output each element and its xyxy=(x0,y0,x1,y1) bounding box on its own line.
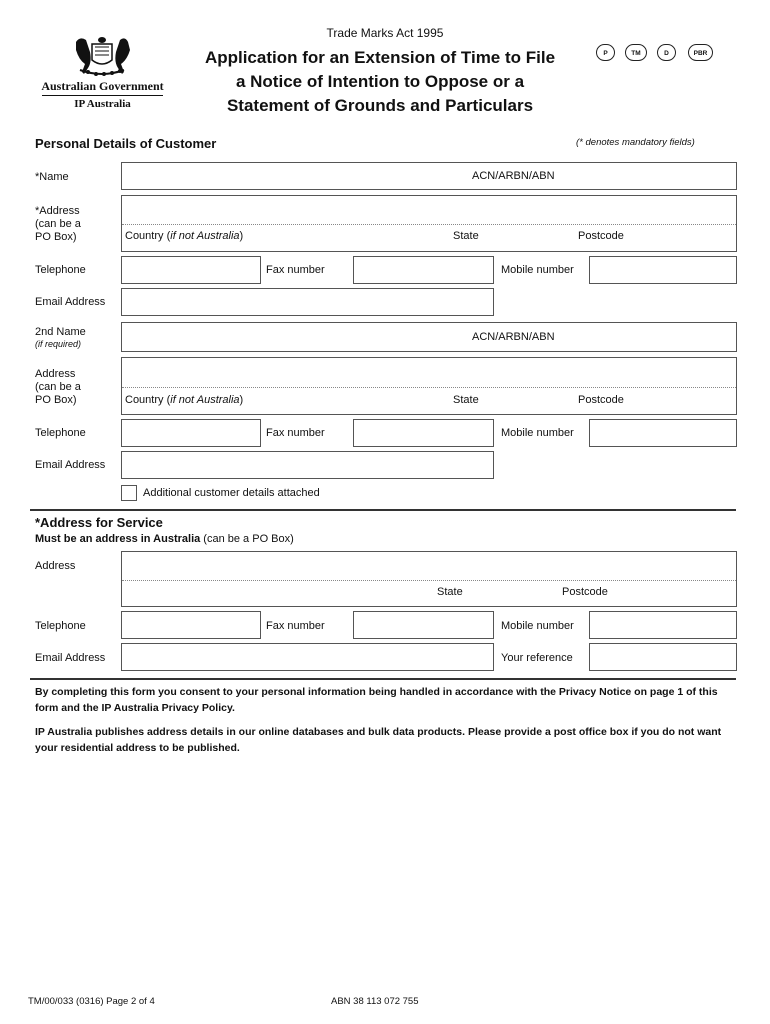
service-subtitle: Must be an address in Australia (can be a PO Box) xyxy=(35,533,294,545)
service-address-separator xyxy=(122,580,736,581)
telephone2-field[interactable] xyxy=(121,419,261,447)
logo-line1: Australian Government xyxy=(41,79,164,93)
service-fax-field[interactable] xyxy=(353,611,494,639)
title-line-2: a Notice of Intention to Oppose or a xyxy=(235,72,525,91)
email2-field[interactable] xyxy=(121,451,494,479)
fax2-field[interactable] xyxy=(353,419,494,447)
additional-details-checkbox[interactable] xyxy=(121,485,137,501)
publish-note: IP Australia publishes address details in our online databases and bulk data products. Please provide a post office box if you do not want your residential address to be published. xyxy=(35,726,722,754)
address-separator xyxy=(122,224,736,225)
coat-of-arms-icon xyxy=(40,32,165,78)
name-label: *Name xyxy=(35,171,69,183)
badge-d: D xyxy=(657,44,676,61)
service-fax-label: Fax number xyxy=(266,620,325,632)
country-label: Country (if not Australia) xyxy=(125,230,244,242)
service-email-label: Email Address xyxy=(35,652,106,664)
title-line-3: Statement of Grounds and Particulars xyxy=(226,96,534,115)
service-reference-label: Your reference xyxy=(501,652,573,664)
service-mobile-label: Mobile number xyxy=(501,620,574,632)
address2-label: Address (can be a PO Box) xyxy=(35,368,81,406)
postcode2-label: Postcode xyxy=(578,394,624,406)
telephone2-label: Telephone xyxy=(35,427,86,439)
form-code: TM/00/033 (0316) Page 2 of 4 xyxy=(28,996,155,1007)
service-reference-field[interactable] xyxy=(589,643,737,671)
service-telephone-field[interactable] xyxy=(121,611,261,639)
state-label: State xyxy=(453,230,479,242)
address-label: *Address (can be a PO Box) xyxy=(35,205,81,243)
acn2-label: ACN/ARBN/ABN xyxy=(472,331,555,343)
logo xyxy=(40,32,165,112)
privacy-note: By completing this form you consent to your personal information being handled in accordance with the Privacy Notice on page 1 of this form and the IP Australia Privacy Policy. xyxy=(35,686,718,714)
address-field[interactable] xyxy=(121,195,737,252)
state2-label: State xyxy=(453,394,479,406)
badge-pbr: PBR xyxy=(688,44,713,61)
mobile-label: Mobile number xyxy=(501,264,574,276)
service-mobile-field[interactable] xyxy=(589,611,737,639)
logo-line2: IP Australia xyxy=(74,98,131,110)
title-line-1: Application for an Extension of Time to File xyxy=(204,48,556,67)
notes-divider xyxy=(30,678,736,680)
mobile2-field[interactable] xyxy=(589,419,737,447)
postcode-label: Postcode xyxy=(578,230,624,242)
badge-tm: TM xyxy=(625,44,647,61)
fax-field[interactable] xyxy=(353,256,494,284)
additional-details-label: Additional customer details attached xyxy=(143,487,320,499)
fax-label: Fax number xyxy=(266,264,325,276)
service-section-title: *Address for Service xyxy=(35,515,163,530)
address2-separator xyxy=(122,387,736,388)
abn: ABN 38 113 072 755 xyxy=(331,996,419,1007)
logo-divider xyxy=(42,95,163,96)
act-title: Trade Marks Act 1995 xyxy=(326,26,444,40)
service-address-field[interactable] xyxy=(121,551,737,607)
mandatory-note: (* denotes mandatory fields) xyxy=(576,137,695,148)
service-telephone-label: Telephone xyxy=(35,620,86,632)
address2-field[interactable] xyxy=(121,357,737,415)
service-address-label: Address xyxy=(35,560,76,572)
personal-section-title: Personal Details of Customer xyxy=(35,136,217,151)
name-field[interactable] xyxy=(121,162,737,190)
service-postcode-label: Postcode xyxy=(562,586,608,598)
mobile-field[interactable] xyxy=(589,256,737,284)
mobile2-label: Mobile number xyxy=(501,427,574,439)
country2-label: Country (if not Australia) xyxy=(125,394,244,406)
service-divider xyxy=(30,509,736,511)
name2-label: 2nd Name (if required) xyxy=(35,326,86,349)
page-title xyxy=(170,46,590,118)
service-email-field[interactable] xyxy=(121,643,494,671)
email2-label: Email Address xyxy=(35,459,106,471)
badge-p: P xyxy=(596,44,615,61)
email-field[interactable] xyxy=(121,288,494,316)
acn-label: ACN/ARBN/ABN xyxy=(472,170,555,182)
email-label: Email Address xyxy=(35,296,106,308)
telephone-field[interactable] xyxy=(121,256,261,284)
fax2-label: Fax number xyxy=(266,427,325,439)
name2-field[interactable] xyxy=(121,322,737,352)
service-state-label: State xyxy=(437,586,463,598)
telephone-label: Telephone xyxy=(35,264,86,276)
